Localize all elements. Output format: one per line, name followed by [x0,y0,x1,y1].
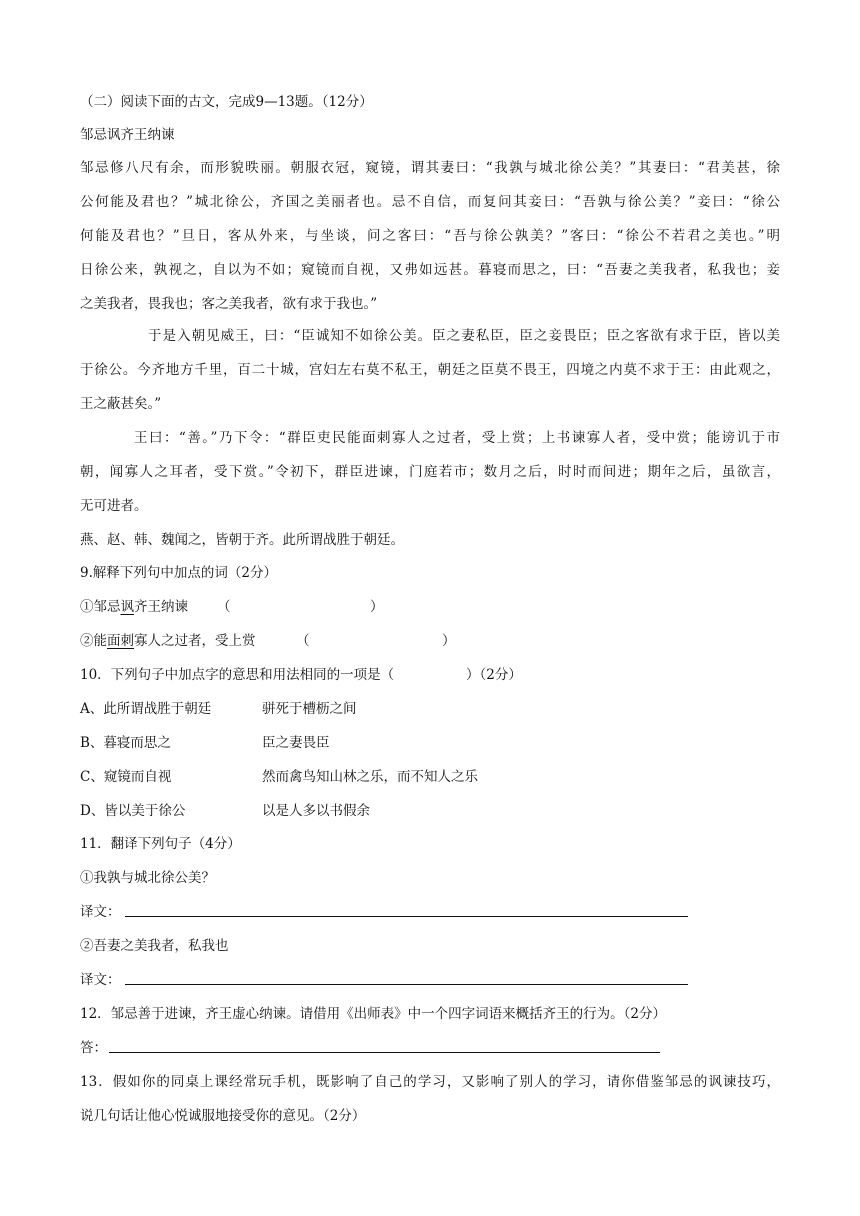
q9-item-num: ② [80,633,94,649]
q12-stem: 12．邹忌善于进谏，齐王虚心纳谏。请借用《出师表》中一个四字词语来概括齐王的行为。（2分） [80,1006,667,1022]
passage-p3-line: 王曰：“善。”乃下令：“群臣吏民能面刺寡人之过者，受上赏；上书谏寡人者，受中赏；能谤讥于市 [134,430,780,446]
q10-option-left: A、此所谓战胜于朝廷 [80,701,212,717]
q9-answer-close-paren: ） [370,599,384,615]
q10-stem: 10．下列句子中加点字的意思和用法相同的一项是（ [80,667,395,683]
q9-item-post: 寡人之过者，受上赏 [134,633,256,649]
q9-answer-open-paren: （ [296,633,310,649]
q13-line: 13．假如你的同桌上课经常玩手机，既影响了自己的学习，又影响了别人的学习，请你借鉴邹忌的讽谏技巧， [80,1074,780,1090]
q11-stem: 11．翻译下列句子（4分） [80,836,241,852]
passage-p2-line: 于徐公。今齐地方千里，百二十城，宫妇左右莫不私王，朝廷之臣莫不畏王，四境之内莫不求于王：由此观之， [80,362,780,378]
passage-p1-line: 何能及君也？”旦日，客从外来，与坐谈，问之客曰：“吾与徐公孰美？”客曰：“徐公不若君之美也。”明 [80,228,780,244]
q9-item-2 [80,631,256,651]
q9-item-num: ① [80,599,94,615]
q11-translation-label-2: 译文： [80,972,121,988]
q9-item-post: 齐王纳谏 [134,599,188,615]
passage-p2-line: 王之蔽甚矣。” [80,396,162,412]
q11-sentence-1: ①我孰与城北徐公美？ [80,870,215,886]
q9-item-pre: 邹忌 [93,599,121,615]
q10-option-d [80,801,370,821]
q10-option-c [80,767,478,787]
q10-option-right: 以是人多以书假余 [262,803,370,819]
q11-answer-line-2[interactable] [125,984,688,985]
q9-target-word: 面刺 [107,633,134,649]
q11-answer-line-1[interactable] [125,916,688,917]
q9-answer-close-paren: ） [442,633,456,649]
q9-target-word: 讽 [120,599,134,615]
q10-option-a [80,699,357,719]
passage-p3-line: 朝，闻寡人之耳者，受下赏。”令初下，群臣进谏，门庭若市；数月之后，时时而间进；期年之后，虽欲言， [80,464,780,480]
q9-item-pre: 能 [93,633,107,649]
q9-answer-open-paren: （ [217,599,231,615]
q13-line: 说几句话让他心悦诚服地接受你的意见。（2分） [80,1108,366,1124]
q9-stem: 9.解释下列句中加点的词（2分） [80,565,277,581]
q10-option-left: D、皆以美于徐公 [80,803,186,819]
q10-option-left: C、窥镜而自视 [80,769,172,785]
passage-p1-line: 之美我者，畏我也；客之美我者，欲有求于我也。” [80,296,378,312]
q9-item-1 [80,597,188,617]
q10-option-right: 臣之妻畏臣 [262,735,330,751]
passage-p2-line: 于是入朝见威王，曰：“臣诚知不如徐公美。臣之妻私臣，臣之妾畏臣；臣之客欲有求于臣，皆以美 [148,328,780,344]
section-heading: （二）阅读下面的古文，完成9—13题。（12分） [80,94,373,110]
q10-option-left: B、暮寝而思之 [80,735,171,751]
q10-option-right: 骈死于槽枥之间 [262,701,357,717]
q11-sentence-2: ②吾妻之美我者，私我也 [80,938,229,954]
q10-option-right: 然而禽鸟知山林之乐，而不知人之乐 [262,769,478,785]
passage-title: 邹忌讽齐王纳谏 [80,127,175,143]
passage-p4: 燕、赵、韩、魏闻之，皆朝于齐。此所谓战胜于朝廷。 [80,532,404,548]
passage-p1-line: 日徐公来，孰视之，自以为不如；窥镜而自视，又弗如远甚。暮寝而思之，曰：“吾妻之美我者，私我也；妾 [80,262,780,278]
passage-p1-line: 邹忌修八尺有余，而形貌昳丽。朝服衣冠，窥镜，谓其妻曰：“我孰与城北徐公美？”其妻曰：“君美甚，徐 [80,160,780,176]
passage-p3-line: 无可进者。 [80,498,148,514]
passage-p1-line: 公何能及君也？”城北徐公，齐国之美丽者也。忌不自信，而复问其妾曰：“吾孰与徐公美？”妾曰：“徐公 [80,194,780,210]
q12-answer-label: 答： [80,1040,107,1056]
q12-answer-line[interactable] [109,1052,660,1053]
q11-translation-label-1: 译文： [80,904,121,920]
q10-stem-end: ）（2分） [466,667,522,683]
q10-option-b [80,733,330,753]
